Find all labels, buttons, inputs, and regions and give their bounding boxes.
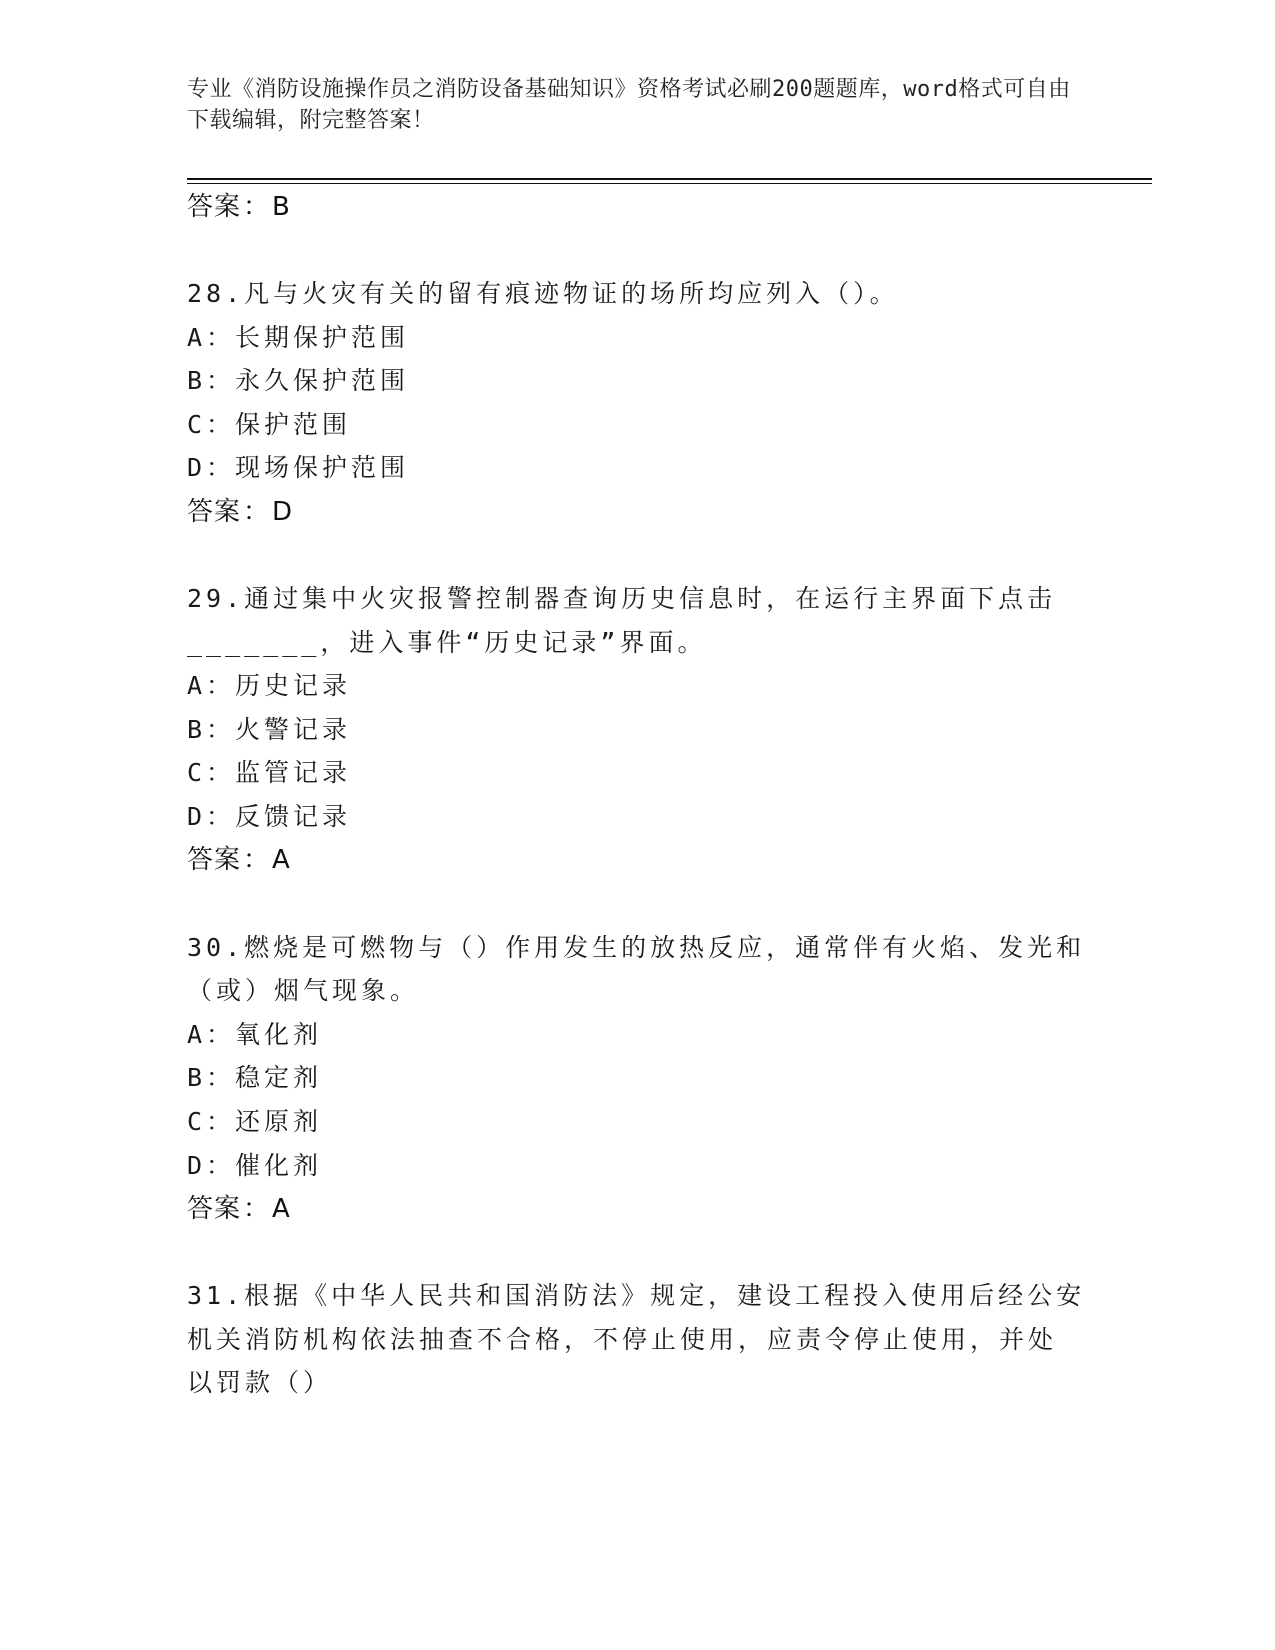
question-stem-continued: （或）烟气现象。 <box>187 976 420 1005</box>
option-b: B：永久保护范围 <box>187 366 410 395</box>
question-stem: 31.根据《中华人民共和国消防法》规定，建设工程投入使用后经公安 <box>187 1281 1086 1310</box>
header-divider-thin <box>187 183 1152 184</box>
option-c: C：保护范围 <box>187 410 352 439</box>
option-b: B：稳定剂 <box>187 1063 323 1092</box>
option-d: D：催化剂 <box>187 1151 323 1180</box>
option-a: A：氧化剂 <box>187 1020 323 1049</box>
header-divider <box>187 178 1152 180</box>
option-a: A：长期保护范围 <box>187 323 410 352</box>
answer-label: 答案 <box>187 192 242 222</box>
option-d: D：反馈记录 <box>187 802 352 831</box>
answer-line <box>187 192 291 222</box>
question-stem-continued: 以罚款（） <box>187 1368 333 1397</box>
question-stem: 30.燃烧是可燃物与（）作用发生的放热反应，通常伴有火焰、发光和 <box>187 933 1086 962</box>
question-stem-continued: 机关消防机构依法抽查不合格，不停止使用，应责令停止使用，并处 <box>187 1325 1058 1354</box>
answer-separator: ： <box>243 192 271 222</box>
question-stem: 28.凡与火灾有关的留有痕迹物证的场所均应列入（）。 <box>187 279 899 308</box>
answer-label: 答案 <box>187 845 242 875</box>
option-a: A：历史记录 <box>187 671 352 700</box>
option-c: C：监管记录 <box>187 758 352 787</box>
question-stem: 29.通过集中火灾报警控制器查询历史信息时，在运行主界面下点击 <box>187 584 1057 613</box>
answer-value: B <box>272 192 291 222</box>
answer-value: D <box>272 497 294 527</box>
option-c: C：还原剂 <box>187 1107 323 1136</box>
answer-line <box>187 845 291 875</box>
question-stem-continued: _______，进入事件“历史记录”界面。 <box>187 628 707 657</box>
document-header: 专业《消防设施操作员之消防设备基础知识》资格考试必刷200题题库，word格式可自由下载编辑，附完整答案！ <box>187 77 1071 133</box>
option-b: B：火警记录 <box>187 715 352 744</box>
answer-value: A <box>272 845 291 875</box>
answer-value: A <box>272 1194 291 1224</box>
answer-label: 答案 <box>187 497 242 527</box>
answer-separator: ： <box>243 845 271 875</box>
answer-label: 答案 <box>187 1194 242 1224</box>
answer-separator: ： <box>243 1194 271 1224</box>
option-d: D：现场保护范围 <box>187 453 410 482</box>
answer-line <box>187 1194 291 1224</box>
answer-separator: ： <box>243 497 271 527</box>
answer-line <box>187 497 293 527</box>
